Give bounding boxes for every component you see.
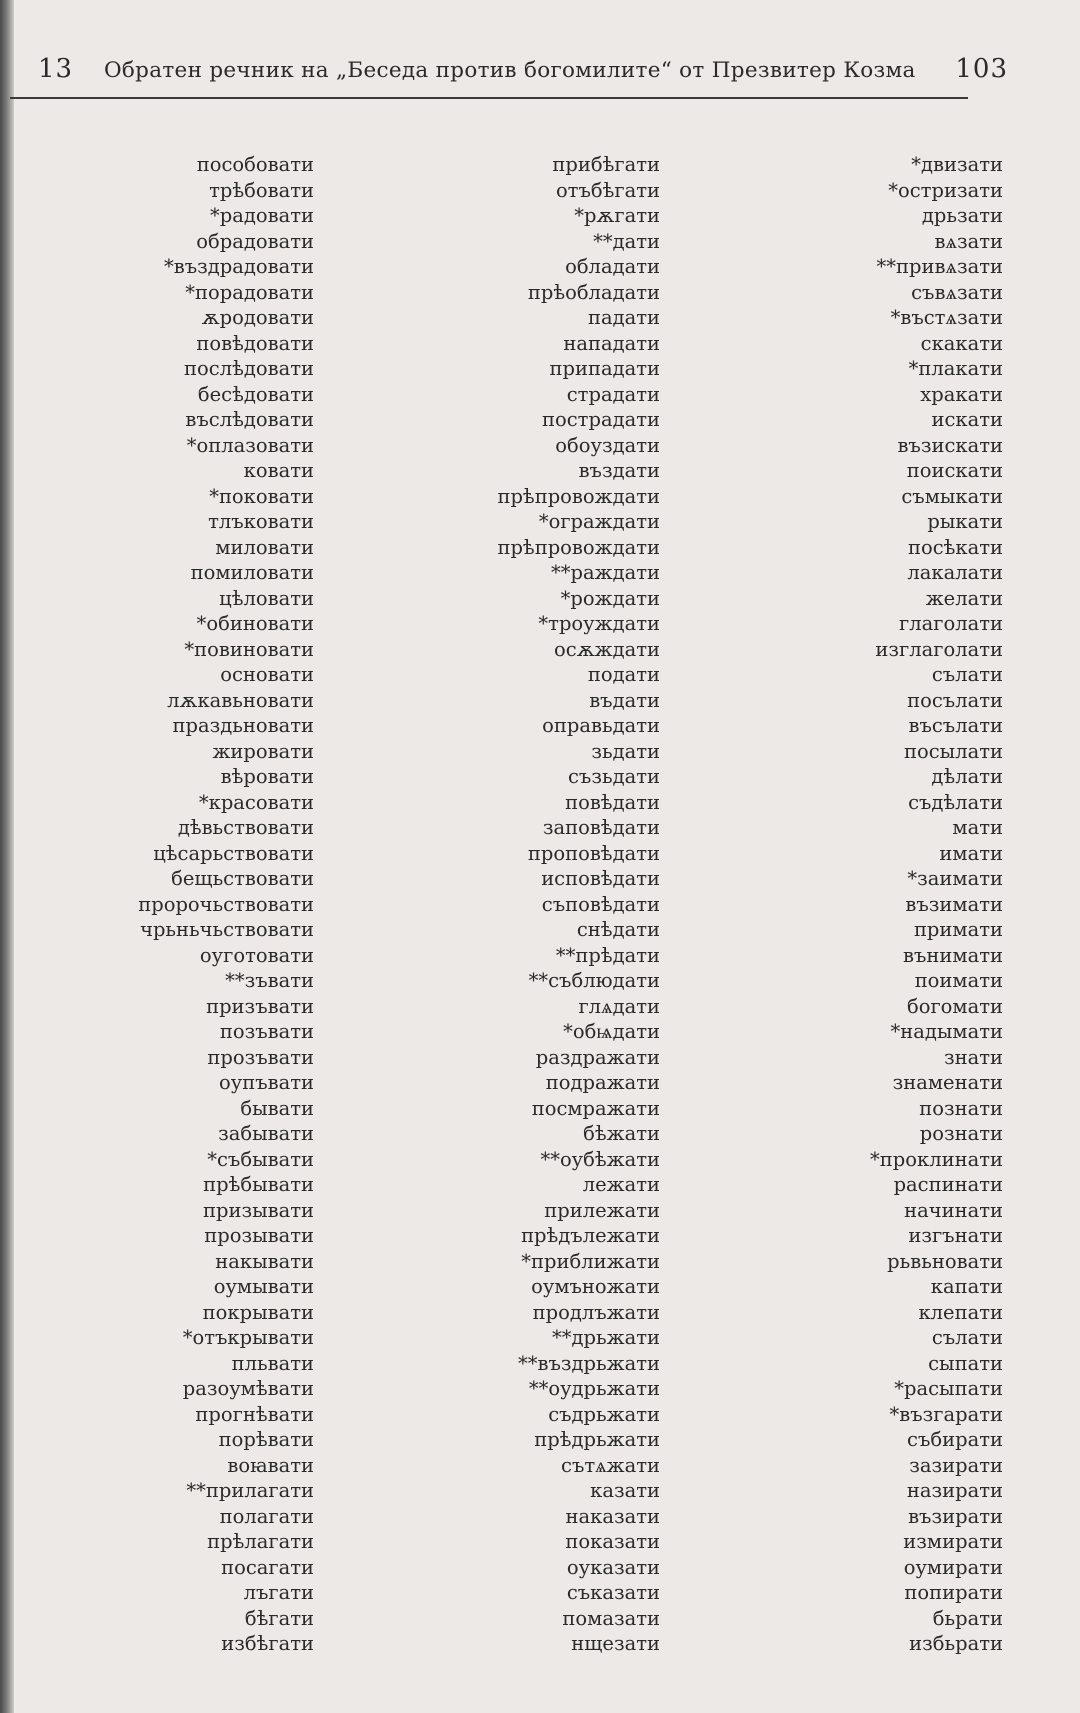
dictionary-entry: възискати	[897, 433, 1003, 457]
dictionary-entry: **прѣдати	[555, 943, 660, 967]
dictionary-entry: рьвьновати	[887, 1249, 1003, 1273]
dictionary-entry: прозъвати	[207, 1045, 314, 1069]
dictionary-entry: **оубѣжати	[540, 1147, 660, 1171]
dictionary-entry: *радовати	[210, 204, 314, 227]
dictionary-entry: забывати	[218, 1122, 314, 1145]
dictionary-entry: **дати	[593, 229, 660, 253]
dictionary-entry: сълати	[931, 1326, 1003, 1349]
dictionary-entry: мати	[952, 816, 1003, 839]
dictionary-entry: покрывати	[202, 1300, 314, 1324]
dictionary-entry: избьрати	[909, 1632, 1003, 1655]
dictionary-entry: *обиновати	[196, 612, 314, 635]
dictionary-entry: оуказати	[566, 1555, 660, 1579]
dictionary-entry: помиловати	[190, 561, 314, 584]
dictionary-entry: цѣловати	[219, 586, 314, 610]
word-column-1	[138, 152, 314, 1657]
dictionary-entry: бещьствовати	[171, 867, 314, 890]
dictionary-entry: нападати	[563, 331, 660, 355]
dictionary-entry: отъбѣгати	[555, 178, 660, 202]
dictionary-entry: **раждати	[551, 561, 660, 584]
dictionary-entry: воꙗвати	[227, 1453, 314, 1477]
dictionary-entry: съповѣдати	[541, 892, 660, 916]
dictionary-entry: тлъковати	[208, 510, 314, 533]
dictionary-entry: сълати	[931, 663, 1003, 686]
dictionary-entry: съзьдати	[568, 765, 660, 788]
dictionary-entry: *повиновати	[184, 637, 314, 661]
dictionary-entry: знаменати	[892, 1071, 1003, 1094]
dictionary-entry: прогнѣвати	[195, 1402, 314, 1426]
word-column-3	[870, 152, 1003, 1657]
running-header	[38, 54, 1008, 94]
dictionary-entry: изгънати	[908, 1224, 1003, 1247]
dictionary-entry: подати	[587, 663, 660, 686]
dictionary-entry: *обѩдати	[563, 1020, 660, 1043]
dictionary-entry: обрадовати	[196, 229, 314, 253]
dictionary-entry: бывати	[240, 1096, 314, 1120]
dictionary-entry: дрьзати	[921, 204, 1003, 227]
dictionary-entry: подражати	[545, 1071, 660, 1094]
section-number: 13	[38, 54, 74, 84]
dictionary-entry: *оплазовати	[186, 433, 314, 457]
dictionary-entry: съказати	[566, 1581, 660, 1604]
dictionary-entry: миловати	[215, 535, 314, 559]
dictionary-entry: дѣлати	[931, 765, 1003, 788]
dictionary-entry: прѣдрьжати	[534, 1428, 660, 1451]
dictionary-entry: бьрати	[932, 1606, 1003, 1630]
dictionary-entry: глѧдати	[578, 994, 660, 1018]
dictionary-entry: дѣвьствовати	[177, 816, 314, 839]
dictionary-entry: осѫждати	[554, 637, 660, 661]
dictionary-entry: обоуздати	[555, 433, 660, 457]
dictionary-entry: хракати	[920, 382, 1003, 406]
dictionary-entry: полагати	[219, 1504, 314, 1528]
dictionary-entry: *рѫгати	[574, 204, 660, 227]
dictionary-entry: призъвати	[206, 994, 314, 1018]
dictionary-entry: прѣдълежати	[521, 1224, 660, 1247]
dictionary-entry: имати	[939, 841, 1003, 865]
dictionary-entry: капати	[930, 1275, 1003, 1298]
dictionary-entry: *заимати	[907, 867, 1003, 890]
dictionary-entry: глаголати	[899, 612, 1003, 635]
dictionary-entry: прѣпровождати	[497, 535, 660, 559]
dictionary-entry: въслѣдовати	[185, 408, 314, 431]
dictionary-entry: помазати	[562, 1606, 660, 1630]
dictionary-entry: примати	[913, 918, 1003, 941]
dictionary-entry: прѣбывати	[203, 1173, 314, 1196]
dictionary-entry: обладати	[565, 255, 660, 278]
dictionary-entry: *двизати	[911, 153, 1003, 176]
dictionary-entry: пльвати	[231, 1351, 314, 1375]
dictionary-entry: прѣпровождати	[497, 484, 660, 508]
page-title: Обратен речник на „Беседа против богомилите“ от Презвитер Козма	[104, 58, 916, 83]
dictionary-entry: снѣдати	[576, 918, 660, 941]
dictionary-entry: наказати	[565, 1504, 660, 1528]
dictionary-entry: познати	[919, 1096, 1003, 1120]
dictionary-entry: бѣгати	[244, 1606, 314, 1630]
dictionary-entry: прибѣгати	[552, 153, 660, 176]
dictionary-entry: лѫкавьновати	[167, 688, 314, 712]
dictionary-entry: попирати	[904, 1581, 1003, 1604]
dictionary-entry: **оудрьжати	[528, 1377, 660, 1400]
dictionary-entry: оумирати	[903, 1555, 1003, 1579]
dictionary-entry: събирати	[907, 1428, 1003, 1451]
dictionary-entry: възирати	[908, 1504, 1003, 1528]
dictionary-entry: *троуждати	[538, 612, 660, 635]
dictionary-entry: оуготовати	[199, 943, 314, 967]
dictionary-entry: лежати	[582, 1173, 660, 1196]
dictionary-entry: разоумѣвати	[182, 1377, 314, 1400]
dictionary-entry: оумывати	[213, 1275, 314, 1298]
dictionary-entry: основати	[220, 663, 314, 686]
dictionary-entry: оупъвати	[218, 1071, 314, 1094]
dictionary-entry: **въздрьжати	[518, 1351, 660, 1375]
dictionary-entry: знати	[943, 1045, 1003, 1069]
dictionary-entry: зьдати	[591, 739, 660, 763]
dictionary-entry: сътѧжати	[561, 1453, 660, 1477]
dictionary-entry: *събывати	[207, 1147, 314, 1171]
dictionary-entry: припадати	[549, 357, 660, 380]
dictionary-entry: посагати	[221, 1555, 314, 1579]
dictionary-entry: посылати	[904, 739, 1003, 763]
dictionary-entry: вънимати	[903, 943, 1003, 967]
dictionary-entry: **дрьжати	[552, 1326, 660, 1349]
dictionary-entry: **зъвати	[225, 969, 314, 992]
dictionary-entry: *приближати	[521, 1249, 660, 1273]
dictionary-entry: распинати	[893, 1173, 1003, 1196]
dictionary-entry: бесѣдовати	[197, 382, 314, 406]
dictionary-entry: **прилагати	[186, 1479, 314, 1502]
dictionary-entry: *надымати	[890, 1020, 1003, 1043]
dictionary-entry: посѣкати	[907, 535, 1003, 559]
dictionary-entry: исповѣдати	[541, 867, 660, 890]
dictionary-entry: чрьньчьствовати	[140, 918, 314, 941]
dictionary-entry: порѣвати	[218, 1428, 314, 1451]
dictionary-entry: оправьдати	[542, 714, 660, 737]
dictionary-entry: прѣлагати	[207, 1530, 314, 1553]
word-column-2	[497, 152, 660, 1657]
dictionary-entry: *рождати	[560, 586, 660, 610]
dictionary-entry: изглаголати	[875, 637, 1003, 661]
dictionary-entry: зазирати	[909, 1453, 1003, 1477]
dictionary-entry: страдати	[566, 382, 660, 406]
dictionary-entry: казати	[590, 1479, 660, 1502]
dictionary-entry: *възгарати	[889, 1402, 1003, 1426]
dictionary-entry: възимати	[905, 892, 1003, 916]
dictionary-entry: бѣжати	[583, 1122, 660, 1145]
dictionary-entry: пособовати	[196, 153, 314, 176]
dictionary-entry: клепати	[918, 1300, 1003, 1324]
dictionary-entry: накывати	[215, 1249, 314, 1273]
dictionary-entry: прилежати	[544, 1198, 660, 1222]
dictionary-entry: желати	[925, 586, 1003, 610]
page-number: 103	[955, 54, 1008, 84]
dictionary-entry: раздражати	[535, 1045, 660, 1069]
dictionary-entry: *отъкрывати	[182, 1326, 314, 1349]
dictionary-entry: оумъножати	[531, 1275, 660, 1298]
dictionary-entry: въздати	[578, 459, 660, 482]
dictionary-entry: пострадати	[542, 408, 660, 431]
dictionary-entry: ѫродовати	[201, 306, 314, 329]
dictionary-entry: *въстѧзати	[890, 306, 1003, 329]
dictionary-entry: *поковати	[209, 484, 314, 508]
dictionary-entry: пророчьствовати	[138, 892, 314, 916]
dictionary-entry: **съблюдати	[528, 969, 660, 992]
dictionary-entry: повѣдовати	[196, 331, 314, 355]
dictionary-entry: съмыкати	[901, 484, 1003, 508]
dictionary-entry: богомати	[906, 994, 1003, 1018]
dictionary-entry: цѣсарьствовати	[153, 841, 314, 865]
dictionary-entry: **привѧзати	[876, 255, 1003, 278]
dictionary-entry: поимати	[914, 969, 1003, 992]
dictionary-entry: заповѣдати	[542, 816, 660, 839]
dictionary-entry: ковати	[243, 459, 314, 482]
dictionary-entry: вѧзати	[934, 229, 1003, 253]
dictionary-entry: праздьновати	[172, 714, 314, 737]
dictionary-entry: призывати	[202, 1198, 314, 1222]
dictionary-entry: продлъжати	[532, 1300, 660, 1324]
dictionary-entry: лъгати	[243, 1581, 314, 1604]
dictionary-entry: прозывати	[204, 1224, 314, 1247]
dictionary-entry: *плакати	[908, 357, 1003, 380]
dictionary-entry: въдати	[589, 688, 660, 712]
dictionary-entry: посълати	[907, 688, 1003, 712]
dictionary-entry: *расыпати	[894, 1377, 1003, 1400]
dictionary-entry: падати	[587, 306, 660, 329]
header-rule	[10, 97, 968, 99]
dictionary-entry: *порадовати	[185, 280, 314, 304]
dictionary-entry: скакати	[920, 331, 1003, 355]
dictionary-entry: прѣобладати	[527, 280, 660, 304]
dictionary-entry: вѣровати	[220, 765, 314, 788]
dictionary-entry: измирати	[903, 1530, 1003, 1553]
dictionary-entry: рознати	[919, 1122, 1003, 1145]
dictionary-entry: позъвати	[219, 1020, 314, 1043]
dictionary-entry: нщезати	[571, 1632, 660, 1655]
dictionary-entry: жировати	[212, 739, 314, 763]
dictionary-entry: избѣгати	[221, 1632, 314, 1655]
dictionary-entry: назирати	[906, 1479, 1003, 1502]
book-binding-edge	[0, 0, 14, 1713]
dictionary-entry: съвѧзати	[911, 280, 1003, 304]
dictionary-entry: посмражати	[531, 1096, 660, 1120]
dictionary-entry: показати	[565, 1530, 660, 1553]
dictionary-entry: начинати	[904, 1198, 1003, 1222]
dictionary-entry: *ограждати	[538, 510, 660, 533]
dictionary-entry: *проклинати	[870, 1147, 1003, 1171]
dictionary-entry: *красовати	[198, 790, 314, 814]
dictionary-entry: проповѣдати	[527, 841, 660, 865]
dictionary-entry: съдѣлати	[908, 790, 1003, 814]
dictionary-entry: трѣбовати	[209, 178, 314, 202]
dictionary-entry: повѣдати	[565, 790, 660, 814]
dictionary-entry: въсълати	[908, 714, 1003, 737]
dictionary-entry: послѣдовати	[184, 357, 314, 380]
dictionary-entry: *въздрадовати	[163, 255, 314, 278]
dictionary-entry: *остризати	[888, 178, 1003, 202]
dictionary-entry: съдрьжати	[548, 1402, 660, 1426]
dictionary-entry: сыпати	[928, 1351, 1003, 1375]
dictionary-entry: искати	[931, 408, 1003, 431]
dictionary-entry: лакалати	[907, 561, 1003, 584]
dictionary-entry: рыкати	[927, 510, 1003, 533]
dictionary-entry: поискати	[906, 459, 1003, 482]
